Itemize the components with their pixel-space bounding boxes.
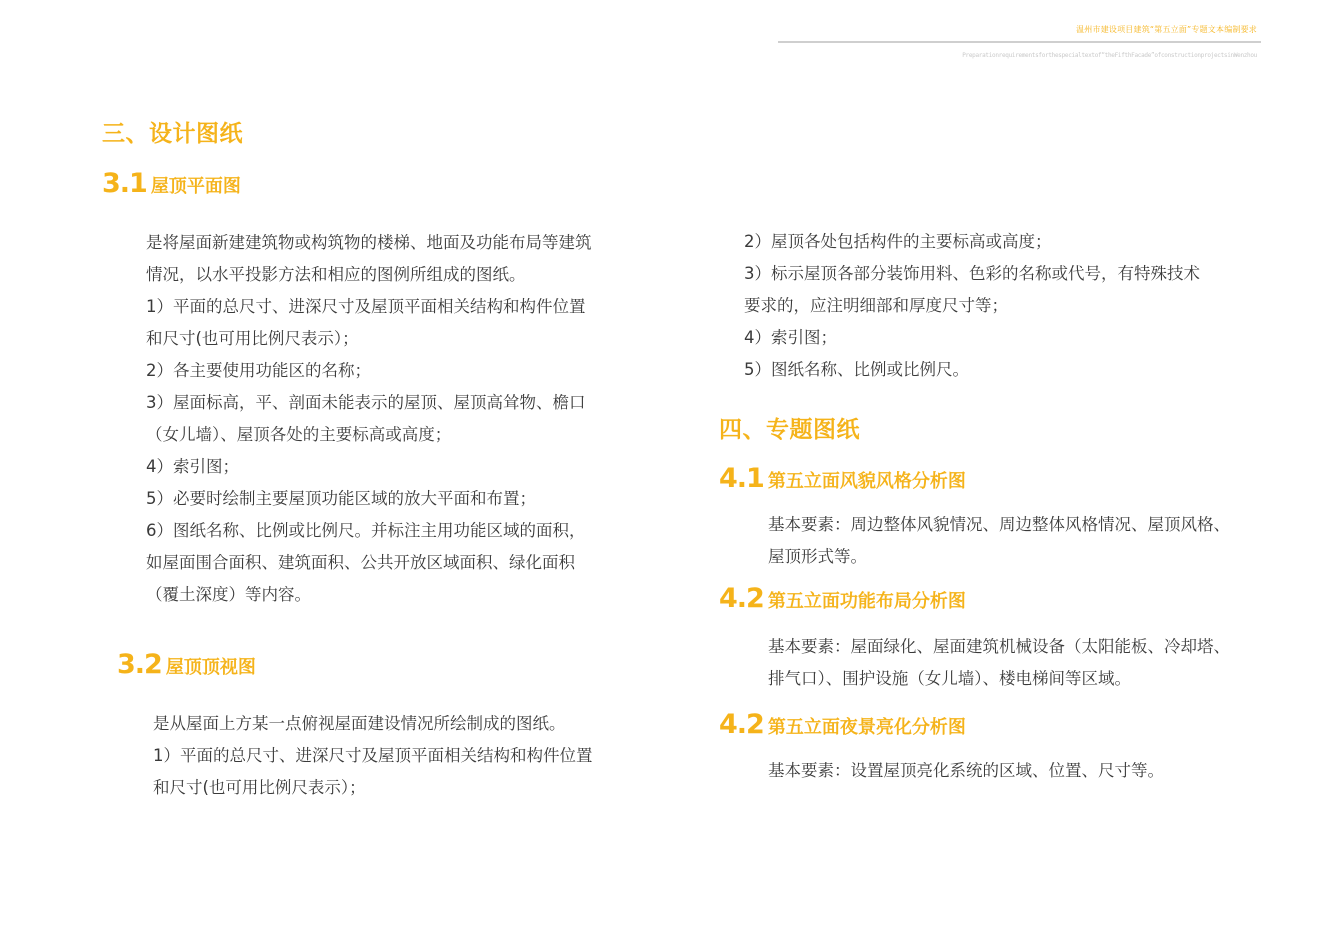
section-title: 第五立面功能布局分析图 (767, 591, 966, 612)
section-number: 3.1 (102, 168, 147, 199)
continued-list (744, 226, 1200, 386)
text-line: 4）索引图； (744, 328, 837, 347)
header-divider (778, 41, 1261, 43)
text-line: 如屋面围合面积、建筑面积、公共开放区域面积、绿化面积 (146, 553, 575, 572)
text-line: 是将屋面新建建筑物或构筑物的楼梯、地面及功能布局等建筑 (146, 233, 592, 252)
text-line: 2）各主要使用功能区的名称； (146, 361, 371, 380)
text-line: 基本要素：设置屋顶亮化系统的区域、位置、尺寸等。 (768, 761, 1164, 780)
section-3-2-heading (117, 649, 256, 680)
text-line: 3）屋面标高，平、剖面未能表示的屋顶、屋顶高耸物、檐口 (146, 393, 586, 412)
section-4-2-function-body (768, 631, 1230, 695)
text-line: 6）图纸名称、比例或比例尺。并标注主用功能区域的面积， (146, 521, 586, 540)
text-line: 5）图纸名称、比例或比例尺。 (744, 360, 969, 379)
section-number: 4.1 (719, 463, 764, 494)
text-line: 5）必要时绘制主要屋顶功能区域的放大平面和布置； (146, 489, 536, 508)
text-line: 基本要素：屋面绿化、屋面建筑机械设备（太阳能板、冷却塔、 (768, 637, 1230, 656)
text-line: （覆土深度）等内容。 (146, 585, 311, 604)
section-4-2-night-heading (719, 709, 966, 740)
text-line: 2）屋顶各处包括构件的主要标高或高度； (744, 232, 1052, 251)
section-4-1-body (768, 509, 1230, 573)
text-line: 3）标示屋顶各部分装饰用料、色彩的名称或代号，有特殊技术 (744, 264, 1200, 283)
section-4-1-heading (719, 463, 966, 494)
text-line: 是从屋面上方某一点俯视屋面建设情况所绘制成的图纸。 (153, 714, 566, 733)
text-line: 排气口）、围护设施（女儿墙）、楼电梯间等区域。 (768, 669, 1131, 688)
section-number: 4.2 (719, 709, 764, 740)
text-line: 要求的，应注明细部和厚度尺寸等； (744, 296, 1008, 315)
section-3-1-heading (102, 168, 241, 199)
header-subtitle: Preparationrequirementsforthespecialtextof“theFifthFacade”ofconstructionprojectsinWenzhou (962, 52, 1257, 59)
text-line: 1）平面的总尺寸、进深尺寸及屋顶平面相关结构和构件位置 (146, 297, 586, 316)
section-title: 第五立面风貌风格分析图 (767, 471, 966, 492)
section-4-heading: 四、专题图纸 (719, 417, 860, 443)
text-line: 1）平面的总尺寸、进深尺寸及屋顶平面相关结构和构件位置 (153, 746, 593, 765)
section-number: 4.2 (719, 583, 764, 614)
text-line: 情况，以水平投影方法和相应的图例所组成的图纸。 (146, 265, 526, 284)
text-line: 屋顶形式等。 (768, 547, 867, 566)
section-title: 第五立面夜景亮化分析图 (767, 717, 966, 738)
section-3-2-body (153, 708, 593, 804)
section-4-2-night-body (768, 755, 1164, 787)
text-line: 4）索引图； (146, 457, 239, 476)
text-line: 基本要素：周边整体风貌情况、周边整体风格情况、屋顶风格、 (768, 515, 1230, 534)
text-line: 和尺寸(也可用比例尺表示）； (153, 778, 366, 797)
section-title: 屋顶顶视图 (165, 657, 256, 678)
section-3-1-body (146, 227, 592, 611)
section-4-2-function-heading (719, 583, 966, 614)
section-number: 3.2 (117, 649, 162, 680)
header-title: 温州市建设项目建筑“第五立面”专题文本编制要求 (1076, 25, 1257, 34)
text-line: 和尺寸(也可用比例尺表示）； (146, 329, 359, 348)
text-line: （女儿墙）、屋顶各处的主要标高或高度； (146, 425, 452, 444)
section-title: 屋顶平面图 (150, 176, 241, 197)
section-3-heading: 三、设计图纸 (102, 121, 243, 147)
